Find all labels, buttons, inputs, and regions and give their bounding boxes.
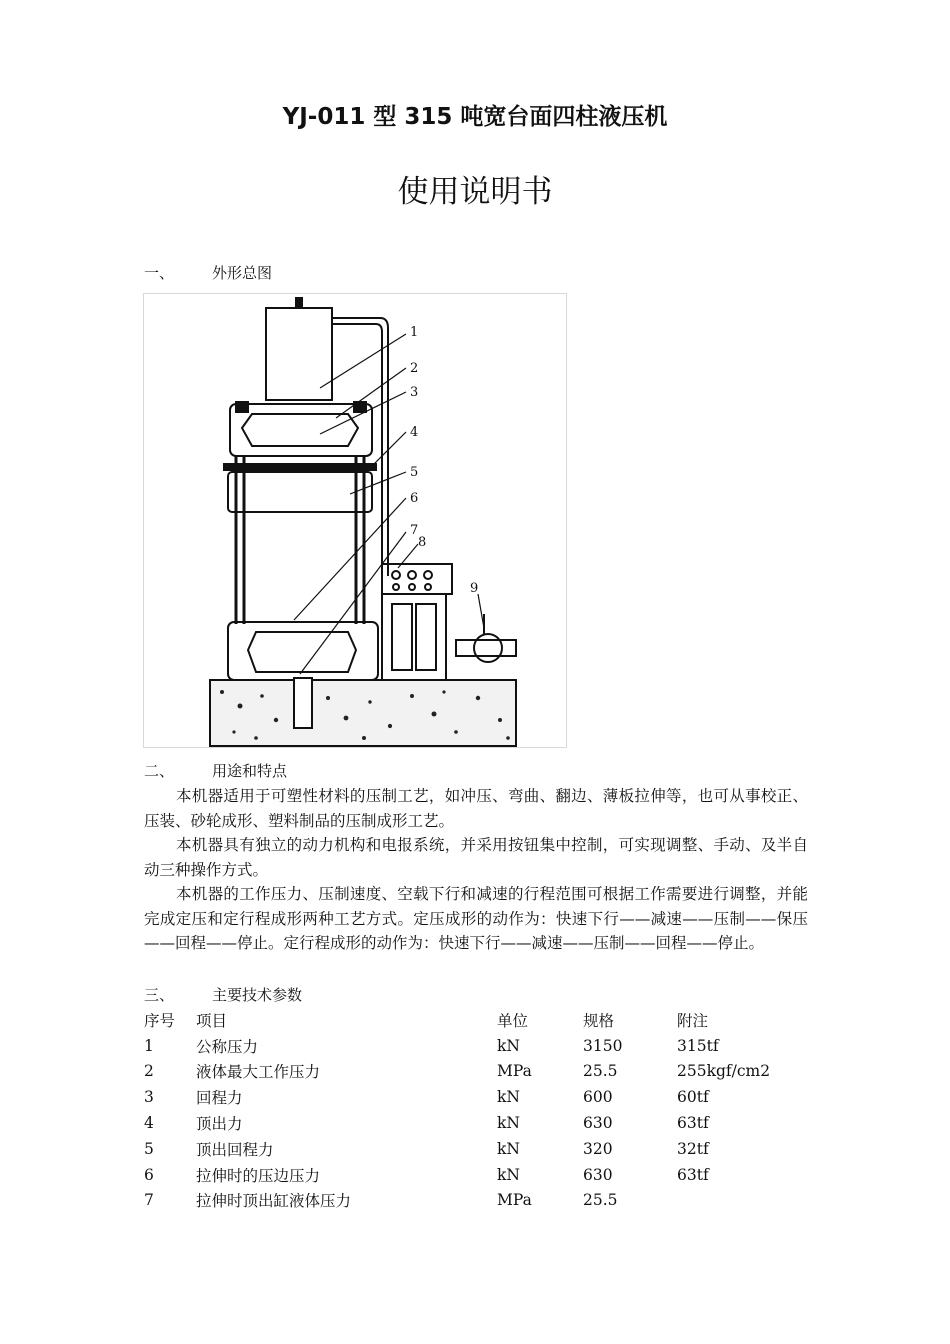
technical-parameters-table bbox=[144, 1007, 797, 1213]
cell-unit: MPa bbox=[497, 1191, 532, 1210]
cell-item: 顶出力 bbox=[196, 1115, 243, 1134]
cell-spec: 630 bbox=[583, 1165, 613, 1184]
cell-spec: 25.5 bbox=[583, 1191, 618, 1210]
cell-spec: 25.5 bbox=[583, 1062, 618, 1081]
paragraph-control: 本机器具有独立的动力机构和电报系统，并采用按钮集中控制，可实现调整、手动、及半自动三种操作方式。 bbox=[144, 836, 808, 879]
cell-unit: kN bbox=[497, 1114, 520, 1133]
table-header-row bbox=[144, 1007, 797, 1033]
cell-spec: 320 bbox=[583, 1139, 613, 1158]
callout-7: 7 bbox=[410, 523, 419, 538]
cell-note: 60tf bbox=[677, 1088, 709, 1107]
header-item: 项目 bbox=[196, 1011, 228, 1030]
table-row bbox=[144, 1188, 797, 1214]
cell-unit: kN bbox=[497, 1036, 520, 1055]
section-2-title: 用途和特点 bbox=[212, 762, 288, 780]
header-index: 序号 bbox=[144, 1011, 176, 1030]
cell-spec: 3150 bbox=[583, 1036, 623, 1055]
cell-index: 1 bbox=[144, 1036, 154, 1055]
press-outline-drawing bbox=[143, 293, 567, 748]
section-1-title: 外形总图 bbox=[212, 264, 273, 282]
cell-spec: 600 bbox=[583, 1088, 613, 1107]
cell-item: 拉伸时的压边压力 bbox=[196, 1166, 321, 1185]
table-row bbox=[144, 1033, 797, 1059]
header-spec: 规格 bbox=[583, 1011, 615, 1030]
header-note: 附注 bbox=[677, 1011, 709, 1030]
table-row bbox=[144, 1162, 797, 1188]
table-row bbox=[144, 1059, 797, 1085]
hydraulic-press-diagram bbox=[144, 294, 566, 747]
cell-unit: MPa bbox=[497, 1062, 532, 1081]
cell-unit: kN bbox=[497, 1165, 520, 1184]
table-row bbox=[144, 1084, 797, 1110]
cell-item: 公称压力 bbox=[196, 1037, 259, 1056]
pump-motor bbox=[474, 634, 502, 662]
concrete-foundation bbox=[210, 680, 516, 746]
document-subtitle: 使用说明书 bbox=[397, 174, 553, 210]
section-1-heading bbox=[144, 262, 272, 283]
control-panel bbox=[382, 564, 452, 594]
header-unit: 单位 bbox=[497, 1011, 529, 1030]
callout-4: 4 bbox=[410, 425, 419, 440]
callout-6: 6 bbox=[410, 491, 419, 506]
cell-item: 拉伸时顶出缸液体压力 bbox=[196, 1192, 352, 1211]
cell-item: 回程力 bbox=[196, 1089, 243, 1108]
callout-8: 8 bbox=[418, 535, 427, 550]
cell-unit: kN bbox=[497, 1088, 520, 1107]
callout-2: 2 bbox=[410, 361, 419, 376]
callout-3: 3 bbox=[410, 385, 419, 400]
section-3-heading bbox=[144, 984, 302, 1005]
document-title: YJ-011 型 315 吨宽台面四柱液压机 bbox=[282, 104, 668, 130]
paragraph-process: 本机器的工作压力、压制速度、空载下行和减速的行程范围可根据工作需要进行调整，并能完成定压和定行程成形两种工艺方式。定压成形的动作为：快速下行——减速——压制——保压——回程——停止。定行程成形的动作为：快速下行——减速——压制——回程——停止。 bbox=[144, 885, 808, 952]
upper-beam bbox=[230, 404, 372, 456]
callout-9: 9 bbox=[470, 581, 479, 596]
table-row bbox=[144, 1136, 797, 1162]
section-2-heading bbox=[144, 760, 287, 781]
moving-slide bbox=[228, 472, 372, 512]
callout-1: 1 bbox=[410, 325, 419, 340]
cell-index: 7 bbox=[144, 1191, 154, 1210]
section-2-body bbox=[144, 784, 808, 956]
section-3-title: 主要技术参数 bbox=[212, 986, 303, 1004]
paragraph-applications: 本机器适用于可塑性材料的压制工艺，如冲压、弯曲、翻边、薄板拉伸等，也可从事校正、压装、砂轮成形、塑料制品的压制成形工艺。 bbox=[144, 787, 808, 830]
cell-note: 255kgf/cm2 bbox=[677, 1062, 771, 1081]
cell-note: 63tf bbox=[677, 1165, 709, 1184]
cell-index: 5 bbox=[144, 1139, 154, 1158]
cell-unit: kN bbox=[497, 1139, 520, 1158]
cell-item: 顶出回程力 bbox=[196, 1140, 274, 1159]
section-2-number: 二、 bbox=[144, 762, 175, 780]
cell-index: 2 bbox=[144, 1062, 154, 1081]
cell-note: 315tf bbox=[677, 1036, 719, 1055]
callout-5: 5 bbox=[410, 465, 419, 480]
cell-note: 63tf bbox=[677, 1114, 709, 1133]
cell-index: 6 bbox=[144, 1165, 154, 1184]
section-3-number: 三、 bbox=[144, 986, 175, 1004]
cell-note: 32tf bbox=[677, 1139, 709, 1158]
cell-index: 3 bbox=[144, 1088, 154, 1107]
cell-item: 液体最大工作压力 bbox=[196, 1063, 321, 1082]
cell-note bbox=[677, 1188, 797, 1214]
section-1-number: 一、 bbox=[144, 264, 175, 282]
cell-index: 4 bbox=[144, 1114, 154, 1133]
table-row bbox=[144, 1110, 797, 1136]
cell-spec: 630 bbox=[583, 1114, 613, 1133]
